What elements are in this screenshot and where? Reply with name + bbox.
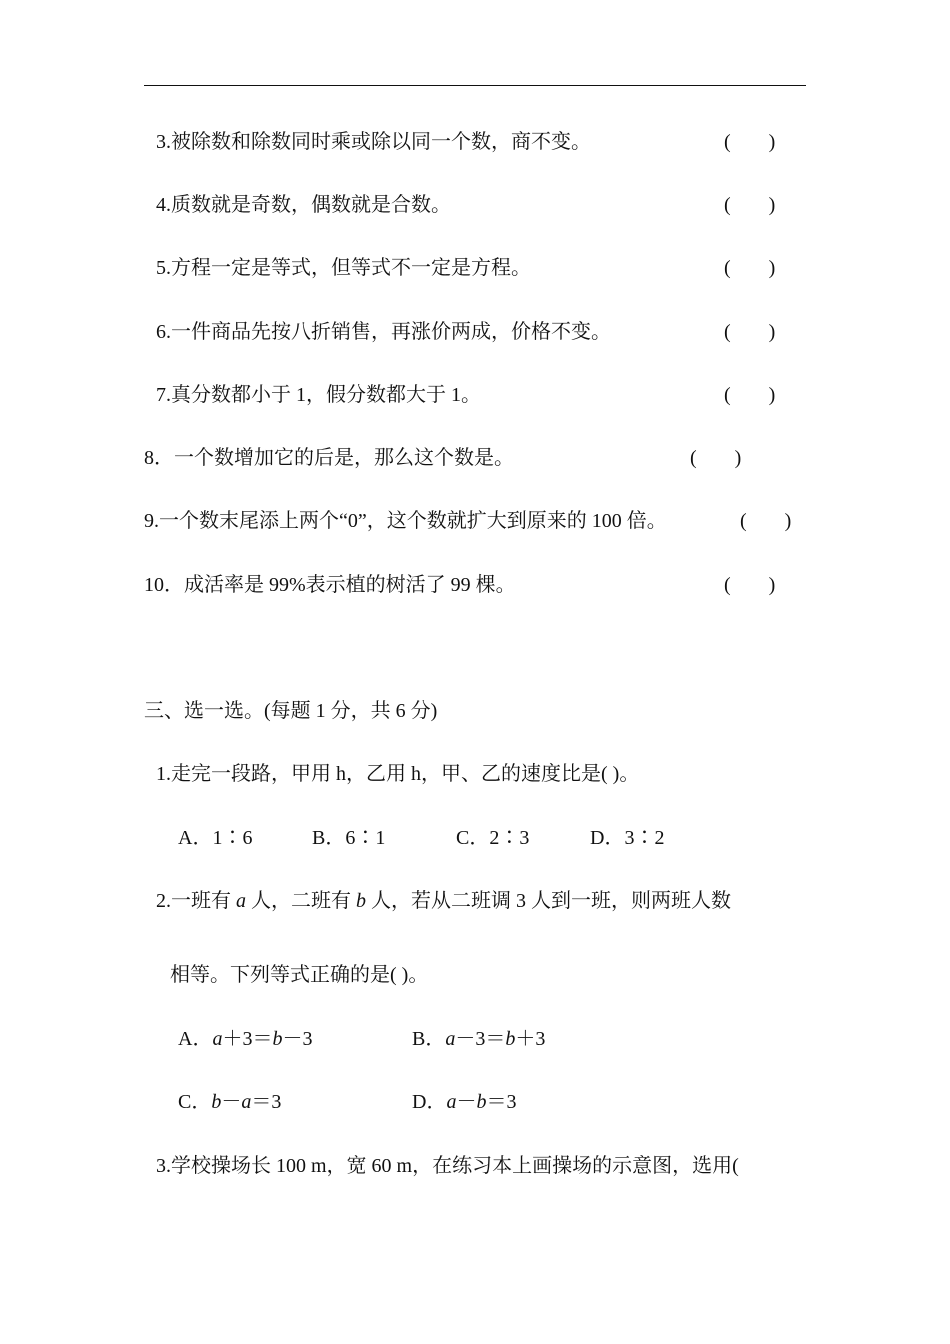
q2-option-a[interactable]: A．a＋3＝b－3	[178, 1028, 313, 1050]
answer-blank-3[interactable]: ( )	[724, 131, 776, 153]
judgement-item-3: 3.被除数和除数同时乘或除以同一个数，商不变。	[156, 131, 591, 153]
judgement-item-7: 7.真分数都小于 1，假分数都大于 1。	[156, 384, 481, 406]
q1-option-a[interactable]: A．1∶6	[178, 827, 253, 849]
answer-blank-6[interactable]: ( )	[724, 321, 776, 343]
q1-option-c[interactable]: C．2∶3	[456, 827, 530, 849]
judgement-item-9: 9.一个数末尾添上两个“0”，这个数就扩大到原来的 100 倍。	[144, 510, 667, 532]
header-rule	[144, 85, 806, 86]
question-3: 3.学校操场长 100 m，宽 60 m，在练习本上画操场的示意图，选用(	[156, 1155, 739, 1177]
q1-option-d[interactable]: D．3∶2	[590, 827, 665, 849]
question-2-line1: 2.一班有 a 人，二班有 b 人，若从二班调 3 人到一班，则两班人数	[156, 890, 731, 912]
judgement-item-6: 6.一件商品先按八折销售，再涨价两成，价格不变。	[156, 321, 611, 343]
q2-option-d[interactable]: D．a－b＝3	[412, 1091, 517, 1113]
answer-blank-7[interactable]: ( )	[724, 384, 776, 406]
q2-option-c[interactable]: C．b－a＝3	[178, 1091, 282, 1113]
q2-option-b[interactable]: B．a－3＝b＋3	[412, 1028, 546, 1050]
question-2-line2: 相等。下列等式正确的是( )。	[170, 964, 429, 986]
answer-blank-10[interactable]: ( )	[724, 574, 776, 596]
judgement-item-10: 10．成活率是 99%表示植的树活了 99 棵。	[144, 574, 516, 596]
judgement-item-4: 4.质数就是奇数，偶数就是合数。	[156, 194, 451, 216]
var-a: a	[236, 890, 246, 912]
q1-option-b[interactable]: B．6∶1	[312, 827, 386, 849]
question-1: 1.走完一段路，甲用 h，乙用 h，甲、乙的速度比是( )。	[156, 763, 640, 785]
answer-blank-9[interactable]: ( )	[740, 510, 792, 532]
answer-blank-5[interactable]: ( )	[724, 257, 776, 279]
answer-blank-4[interactable]: ( )	[724, 194, 776, 216]
answer-blank-8[interactable]: ( )	[690, 447, 742, 469]
section-heading: 三、选一选。(每题 1 分，共 6 分)	[144, 700, 438, 722]
judgement-item-8: 8．一个数增加它的后是，那么这个数是。	[144, 447, 514, 469]
judgement-item-5: 5.方程一定是等式，但等式不一定是方程。	[156, 257, 531, 279]
var-b: b	[356, 890, 366, 912]
